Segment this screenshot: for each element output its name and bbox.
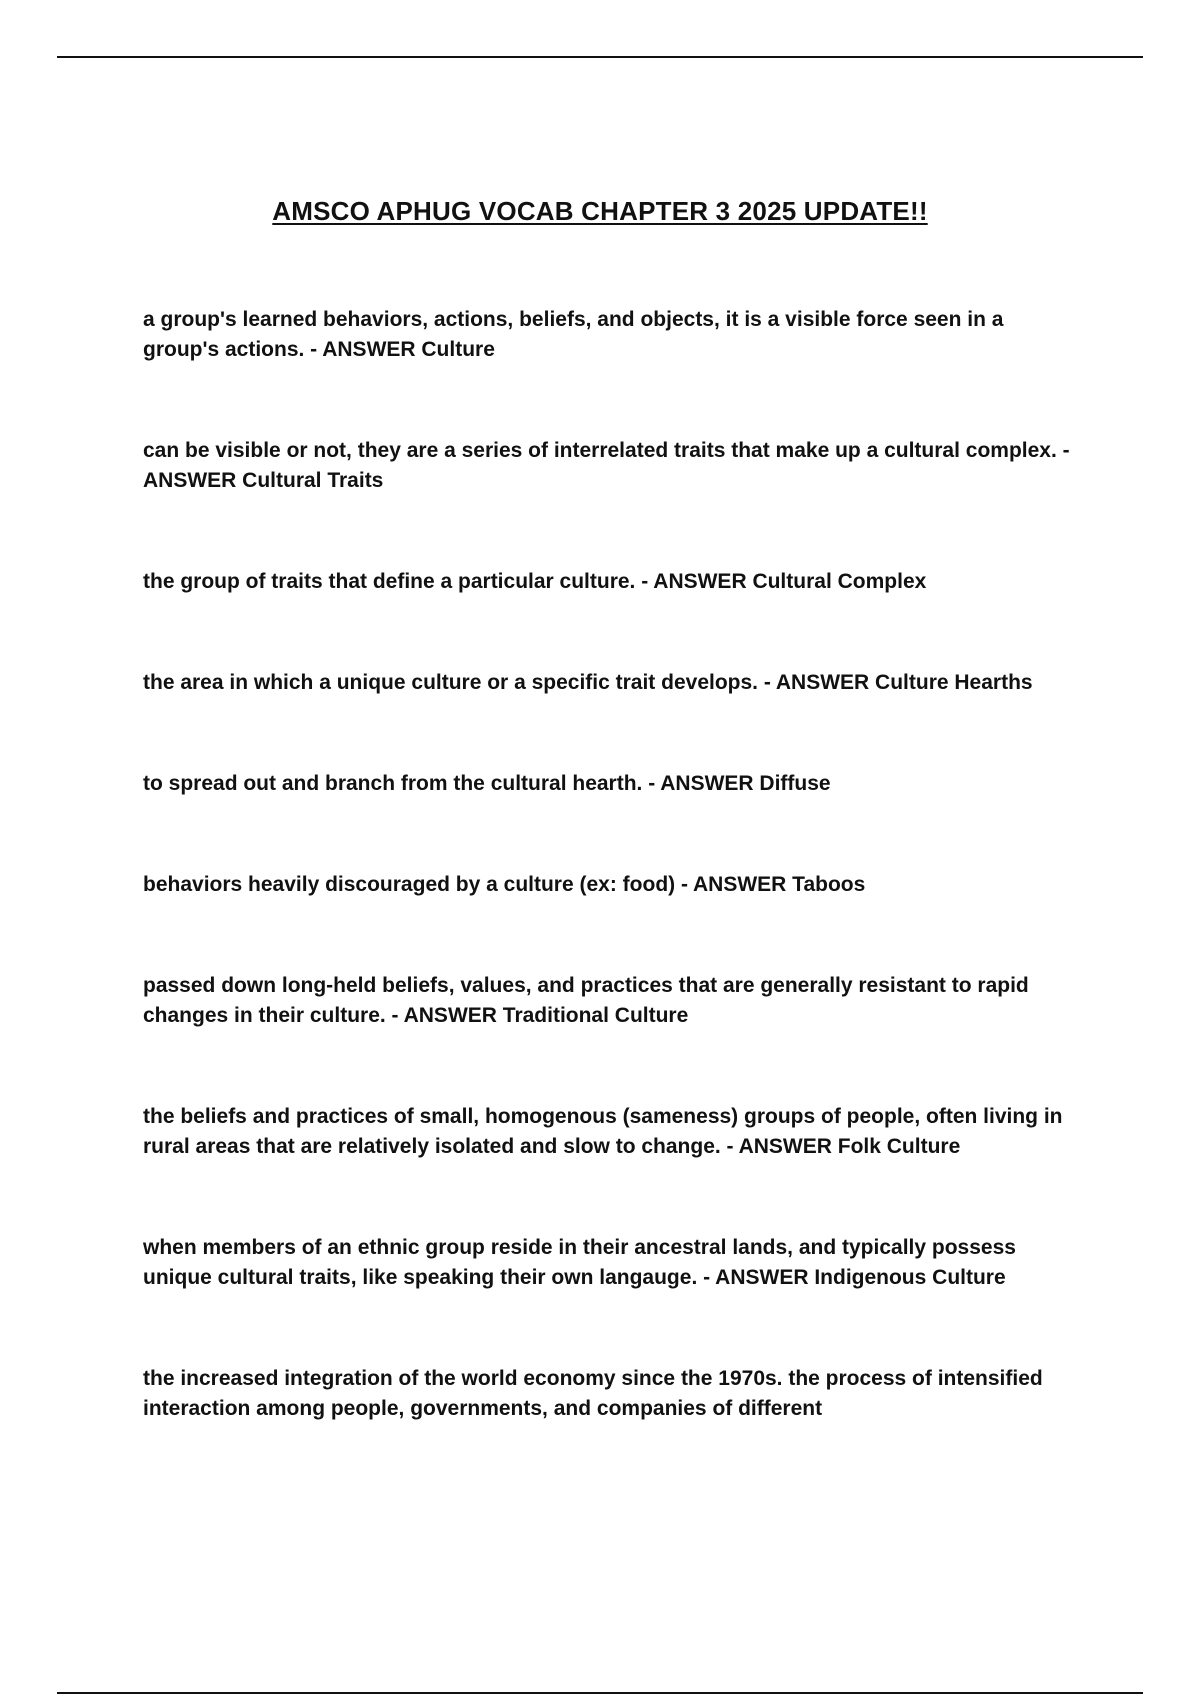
vocab-entry: behaviors heavily discouraged by a culture (ex: food) - ANSWER Taboos: [143, 873, 866, 896]
vocab-entry: a group's learned behaviors, actions, beliefs, and objects, it is a visible force seen in a group's actions. - ANSWER Culture: [143, 308, 1004, 361]
document-title: AMSCO APHUG VOCAB CHAPTER 3 2025 UPDATE!!: [272, 196, 928, 226]
vocab-list: [143, 305, 1083, 1424]
vocab-entry: can be visible or not, they are a series of interrelated traits that make up a cultural complex. - ANSWER Cultural Traits: [143, 439, 1070, 492]
vocab-entry: when members of an ethnic group reside in their ancestral lands, and typically possess unique cultural traits, like speaking their own langauge. - ANSWER Indigenous Culture: [143, 1236, 1016, 1289]
vocab-entry: the area in which a unique culture or a specific trait develops. - ANSWER Culture Hearths: [143, 671, 1033, 694]
vocab-entry: passed down long-held beliefs, values, and practices that are generally resistant to rapid changes in their culture. - ANSWER Traditional Culture: [143, 974, 1029, 1027]
vocab-entry: the group of traits that define a particular culture. - ANSWER Cultural Complex: [143, 570, 927, 593]
vocab-entry: the beliefs and practices of small, homogenous (sameness) groups of people, often living in rural areas that are relatively isolated and slow to change. - ANSWER Folk Culture: [143, 1105, 1063, 1158]
header-rule: [57, 56, 1143, 58]
vocab-entry: to spread out and branch from the cultural hearth. - ANSWER Diffuse: [143, 772, 831, 795]
footer-rule: [57, 1692, 1143, 1694]
vocab-entry: the increased integration of the world economy since the 1970s. the process of intensified interaction among people, governments, and companies of different: [143, 1367, 1043, 1420]
